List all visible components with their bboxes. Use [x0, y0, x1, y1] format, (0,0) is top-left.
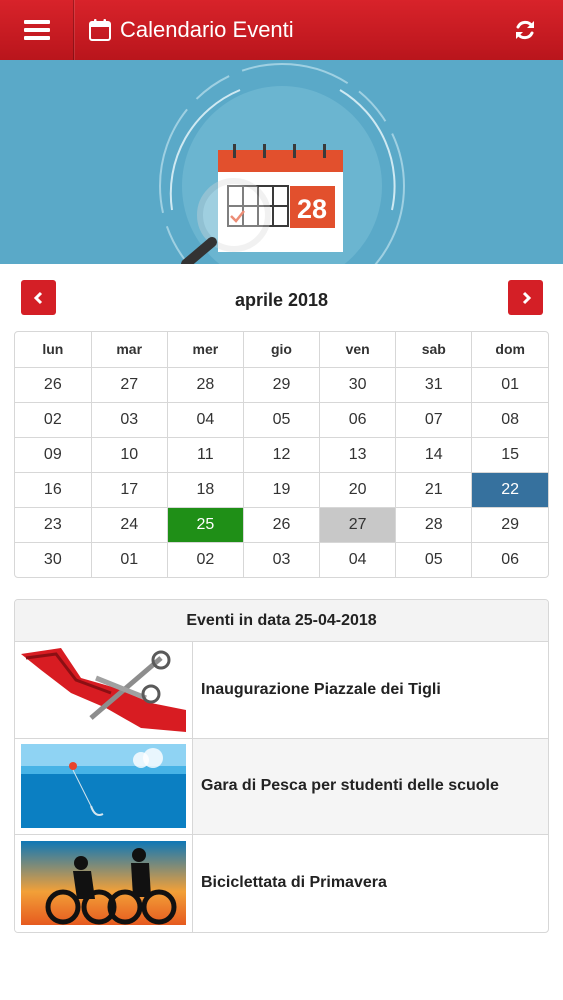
- calendar-day-cell[interactable]: 26: [243, 507, 319, 542]
- calendar-day-cell[interactable]: 26: [15, 367, 91, 402]
- calendar-icon: [88, 18, 112, 42]
- calendar-day-cell[interactable]: 05: [396, 542, 472, 577]
- event-thumbnail: [15, 642, 193, 738]
- next-month-button[interactable]: [508, 280, 543, 315]
- calendar-day-cell[interactable]: 17: [91, 472, 167, 507]
- calendar-week-row: [15, 367, 548, 402]
- calendar-day-cell[interactable]: 02: [167, 542, 243, 577]
- calendar-day-cell[interactable]: 29: [243, 367, 319, 402]
- calendar-day-cell[interactable]: 08: [472, 402, 548, 437]
- chevron-right-icon: [519, 291, 533, 305]
- calendar-search-illustration: [0, 60, 563, 264]
- calendar-day-cell[interactable]: 24: [91, 507, 167, 542]
- calendar-day-cell[interactable]: 23: [15, 507, 91, 542]
- refresh-icon: [513, 18, 537, 42]
- calendar-day-cell[interactable]: 13: [320, 437, 396, 472]
- hero-banner: [0, 60, 563, 264]
- event-item[interactable]: [15, 739, 548, 836]
- calendar-day-cell[interactable]: 03: [243, 542, 319, 577]
- calendar-day-cell[interactable]: 07: [396, 402, 472, 437]
- calendar-day-marked[interactable]: 27: [320, 507, 396, 542]
- calendar-day-cell[interactable]: 06: [501, 550, 520, 568]
- calendar-day-cell[interactable]: 19: [243, 472, 319, 507]
- calendar-week-row: [15, 472, 548, 507]
- events-heading: Eventi in data 25-04-2018: [15, 600, 548, 642]
- calendar-day-cell[interactable]: 28: [167, 367, 243, 402]
- calendar-day-cell[interactable]: 04: [320, 542, 396, 577]
- calendar-day-cell[interactable]: 30: [15, 542, 91, 577]
- events-panel: [14, 599, 549, 933]
- hamburger-icon: [24, 20, 50, 40]
- calendar-grid: [14, 331, 549, 578]
- calendar-day-cell[interactable]: 12: [243, 437, 319, 472]
- event-title: Gara di Pesca per studenti delle scuole: [193, 739, 548, 835]
- calendar-day-cell[interactable]: 02: [15, 402, 91, 437]
- event-item[interactable]: [15, 835, 548, 932]
- calendar-day-cell[interactable]: 31: [396, 367, 472, 402]
- month-label: aprile 2018: [234, 290, 329, 310]
- calendar-week-row: [15, 507, 548, 542]
- weekday-header: dom: [472, 332, 548, 367]
- calendar-day-cell[interactable]: 18: [167, 472, 243, 507]
- calendar-day-selected[interactable]: 25: [167, 507, 243, 542]
- calendar-day-cell[interactable]: 10: [91, 437, 167, 472]
- calendar-day-cell[interactable]: 29: [472, 507, 548, 542]
- calendar-week-row: [15, 437, 548, 472]
- calendar-day-cell[interactable]: 14: [396, 437, 472, 472]
- page-title: Calendario Eventi: [120, 17, 294, 42]
- refresh-button[interactable]: [495, 0, 555, 60]
- calendar-day-cell[interactable]: 04: [167, 402, 243, 437]
- calendar-day-cell[interactable]: 03: [91, 402, 167, 437]
- event-title: Biciclettata di Primavera: [201, 874, 387, 892]
- weekday-header: mar: [91, 332, 167, 367]
- hero-calendar-day: 28: [296, 194, 328, 224]
- calendar-day-cell[interactable]: 15: [472, 437, 548, 472]
- calendar-day-cell[interactable]: 01: [91, 542, 167, 577]
- menu-button[interactable]: [0, 0, 74, 60]
- calendar-day-cell[interactable]: 21: [396, 472, 472, 507]
- weekday-header: sab: [396, 332, 472, 367]
- weekday-header: lun: [15, 332, 91, 367]
- cyclists-sunset-image: [21, 841, 186, 925]
- calendar-week-row: [15, 402, 548, 437]
- event-title: Inaugurazione Piazzale dei Tigli: [201, 680, 441, 698]
- calendar-day-today[interactable]: 22: [472, 472, 548, 507]
- weekday-header-row: [15, 332, 548, 367]
- calendar-day-cell[interactable]: 16: [15, 472, 91, 507]
- month-navigation: [0, 264, 563, 330]
- weekday-header: gio: [243, 332, 319, 367]
- event-thumbnail: [15, 739, 193, 835]
- calendar-day-cell[interactable]: 09: [15, 437, 91, 472]
- event-item[interactable]: [15, 642, 548, 739]
- calendar-day-cell[interactable]: 30: [320, 367, 396, 402]
- weekday-header: mer: [167, 332, 243, 367]
- calendar-day-cell[interactable]: 06: [320, 402, 396, 437]
- weekday-header: ven: [320, 332, 396, 367]
- calendar-day-cell[interactable]: 20: [320, 472, 396, 507]
- calendar-day-cell[interactable]: 28: [396, 507, 472, 542]
- app-bar: [0, 0, 563, 60]
- app-title-area: [88, 17, 495, 43]
- ribbon-scissors-image: [21, 648, 186, 732]
- calendar-day-cell[interactable]: 01: [472, 367, 548, 402]
- fishing-hook-image: [21, 744, 186, 828]
- calendar-day-cell[interactable]: 27: [91, 367, 167, 402]
- calendar-week-row: [15, 542, 548, 577]
- event-thumbnail: [15, 835, 193, 932]
- calendar-day-cell[interactable]: 05: [243, 402, 319, 437]
- calendar-day-cell[interactable]: 11: [167, 437, 243, 472]
